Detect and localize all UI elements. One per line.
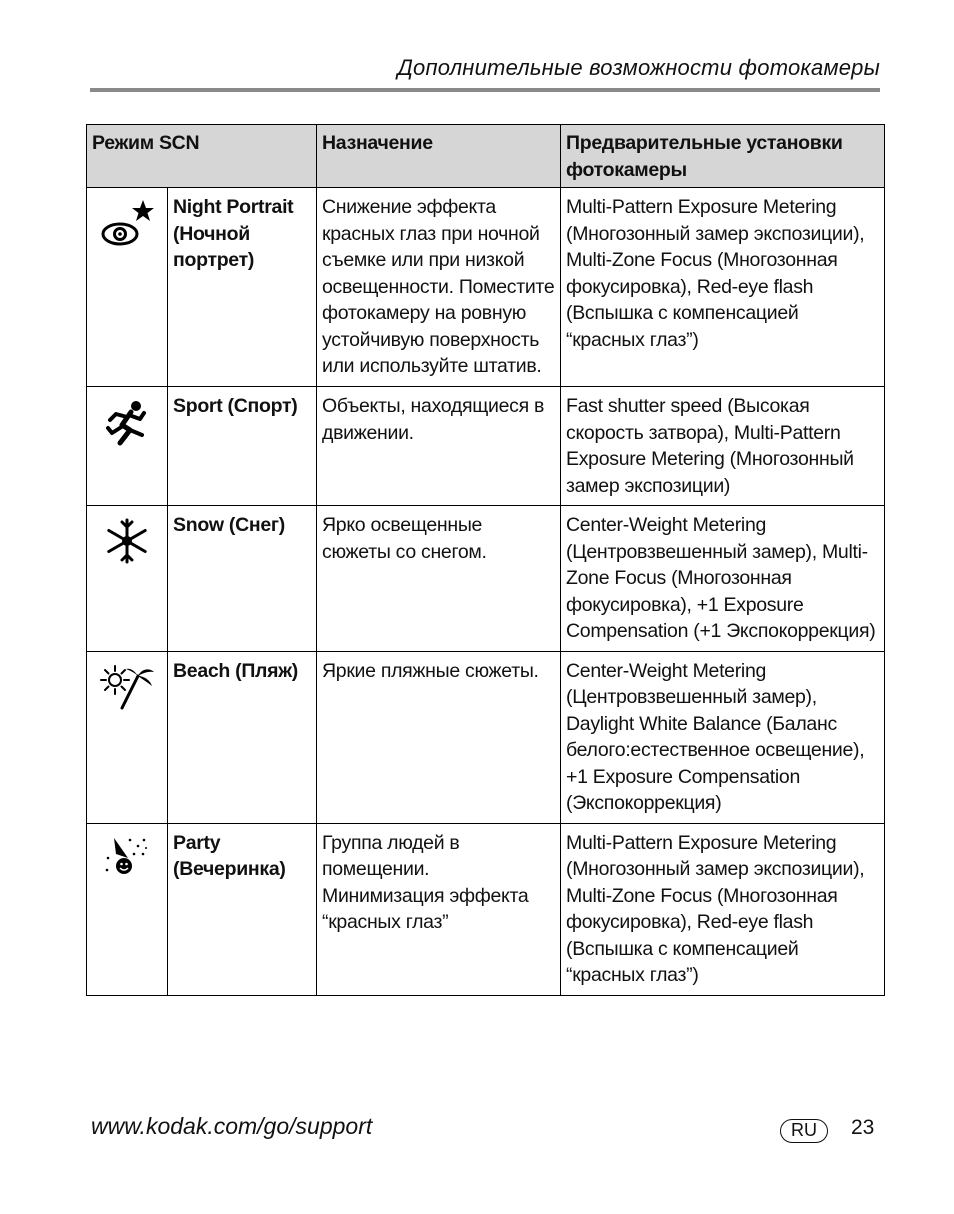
night-portrait-icon — [87, 188, 168, 387]
mode-settings: Center-Weight Metering (Центровзвешенный замер), Daylight White Balance (Баланс белого:естественное освещение), +1 Exposure Compensation (Экспокоррекция) — [561, 651, 885, 823]
mode-settings: Center-Weight Metering (Центровзвешенный замер), Multi-Zone Focus (Многозонная фокусировка), +1 Exposure Compensation (+1 Экспокоррекция) — [561, 506, 885, 652]
mode-purpose: Ярко освещенные сюжеты со снегом. — [317, 506, 561, 652]
mode-purpose: Снижение эффекта красных глаз при ночной съемке или при низкой освещенности. Поместите фотокамеру на ровную устойчивую поверхность или используйте штатив. — [317, 188, 561, 387]
table-row — [87, 188, 885, 387]
mode-name: Beach (Пляж) — [168, 651, 317, 823]
mode-name: Party (Вечеринка) — [168, 823, 317, 995]
table-row — [87, 651, 885, 823]
column-header-settings: Предварительные установки фотокамеры — [561, 125, 885, 188]
column-header-mode: Режим SCN — [87, 125, 317, 188]
support-url-link[interactable]: www.kodak.com/go/support — [91, 1113, 373, 1139]
table-row — [87, 506, 885, 652]
mode-name: Night Portrait (Ночной портрет) — [168, 188, 317, 387]
table-row — [87, 823, 885, 995]
page-header-title: Дополнительные возможности фотокамеры — [397, 55, 880, 80]
mode-settings: Multi-Pattern Exposure Metering (Многозонный замер экспозиции), Multi-Zone Focus (Многозонная фокусировка), Red-eye flash (Вспышка с компенсацией “красных глаз”) — [561, 823, 885, 995]
mode-settings: Fast shutter speed (Высокая скорость затвора), Multi-Pattern Exposure Metering (Многозонный замер экспозиции) — [561, 387, 885, 506]
snow-icon — [87, 506, 168, 652]
mode-purpose: Яркие пляжные сюжеты. — [317, 651, 561, 823]
beach-icon — [87, 651, 168, 823]
page-number: 23 — [851, 1116, 875, 1139]
mode-name: Sport (Спорт) — [168, 387, 317, 506]
party-icon — [87, 823, 168, 995]
mode-settings: Multi-Pattern Exposure Metering (Многозонный замер экспозиции), Multi-Zone Focus (Многозонная фокусировка), Red-eye flash (Вспышка с компенсацией “красных глаз”) — [561, 188, 885, 387]
sport-icon — [87, 387, 168, 506]
mode-purpose: Группа людей в помещении. Минимизация эффекта “красных глаз” — [317, 823, 561, 995]
column-header-purpose: Назначение — [317, 125, 561, 188]
header-divider — [90, 88, 880, 92]
mode-purpose: Объекты, находящиеся в движении. — [317, 387, 561, 506]
table-row — [87, 387, 885, 506]
language-badge: RU — [780, 1119, 828, 1143]
scn-modes-table — [86, 124, 885, 996]
table-header-row — [87, 125, 885, 188]
mode-name: Snow (Снег) — [168, 506, 317, 652]
